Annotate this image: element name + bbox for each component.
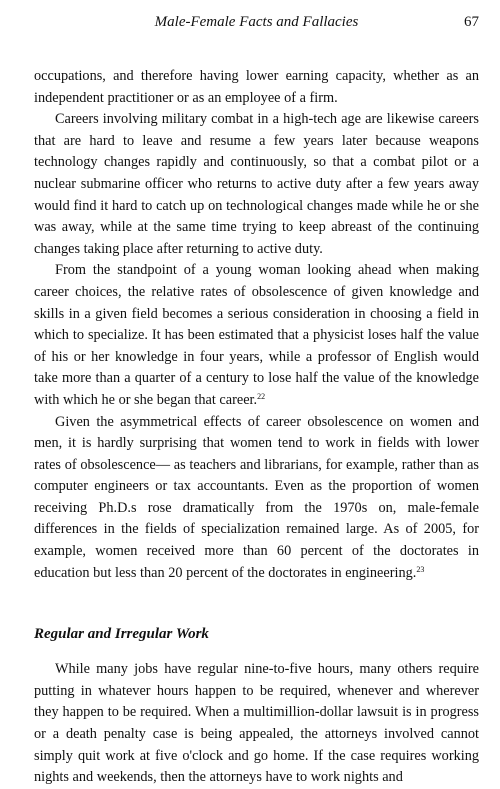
- section-heading: Regular and Irregular Work: [34, 626, 209, 643]
- paragraph-text: Careers involving military combat in a high-tech age are likewise careers that are hard to leave and resume a few years later because weapons technology changes rapidly and continuously, so that a combat pilot or a nuclear submarine officer who returns to active duty after a few years away would find it hard to catch up on technological changes made while he or she was away, while at the same time trying to keep abreast of the continuing changes taking place after returning to active duty.: [34, 111, 479, 257]
- paragraph-career-obsolescence: [34, 260, 479, 411]
- body-text: [34, 66, 479, 789]
- paragraph-military-careers: [34, 109, 479, 260]
- paragraph-text: While many jobs have regular nine-to-five hours, many others require putting in whatever hours happen to be required, whenever and wherever they happen to be required. When a multimillion-dollar lawsuit is in progress or a death penalty case is being appealed, the attorneys involved cannot simply quit work at five o'clock and go home. If the case requires working nights and weekends, then the attorneys have to work nights and: [34, 661, 479, 786]
- page-number: 67: [464, 14, 479, 30]
- paragraph-asymmetrical-effects: [34, 412, 479, 585]
- paragraph-text: From the standpoint of a young woman looking ahead when making career choices, the relative rates of obsolescence of given knowledge and skills in a given field becomes a serious consideration in choosing a field in which to specialize. It has been estimated that a physicist loses half the value of his or her knowledge in four years, while a professor of English would take more than a quarter of a century to lose half the value of the knowledge with which he or she began that career.: [34, 262, 479, 408]
- paragraph-text: occupations, and therefore having lower earning capacity, whether as an independent practitioner or as an employee of a firm.: [34, 68, 479, 106]
- paragraph-text: Given the asymmetrical effects of career obsolescence on women and men, it is hardly surprising that women tend to work in fields with lower rates of obsolescence— as teachers and librarians, for example, rather than as computer engineers or tax accountants. Even as the proportion of women receiving Ph.D.s rose dramatically from the 1970s on, male-female differences in the fields of specialization remained large. As of 2005, for example, women received more than 60 percent of the doctorates in education but less than 20 percent of the doctorates in engineering.: [34, 413, 479, 581]
- running-title: Male-Female Facts and Fallacies: [154, 14, 359, 30]
- footnote-marker: 22: [257, 391, 266, 401]
- paragraph-continued: [34, 66, 479, 109]
- footnote-marker: 23: [416, 564, 425, 574]
- paragraph-regular-work: [34, 659, 479, 789]
- running-head: [34, 12, 479, 32]
